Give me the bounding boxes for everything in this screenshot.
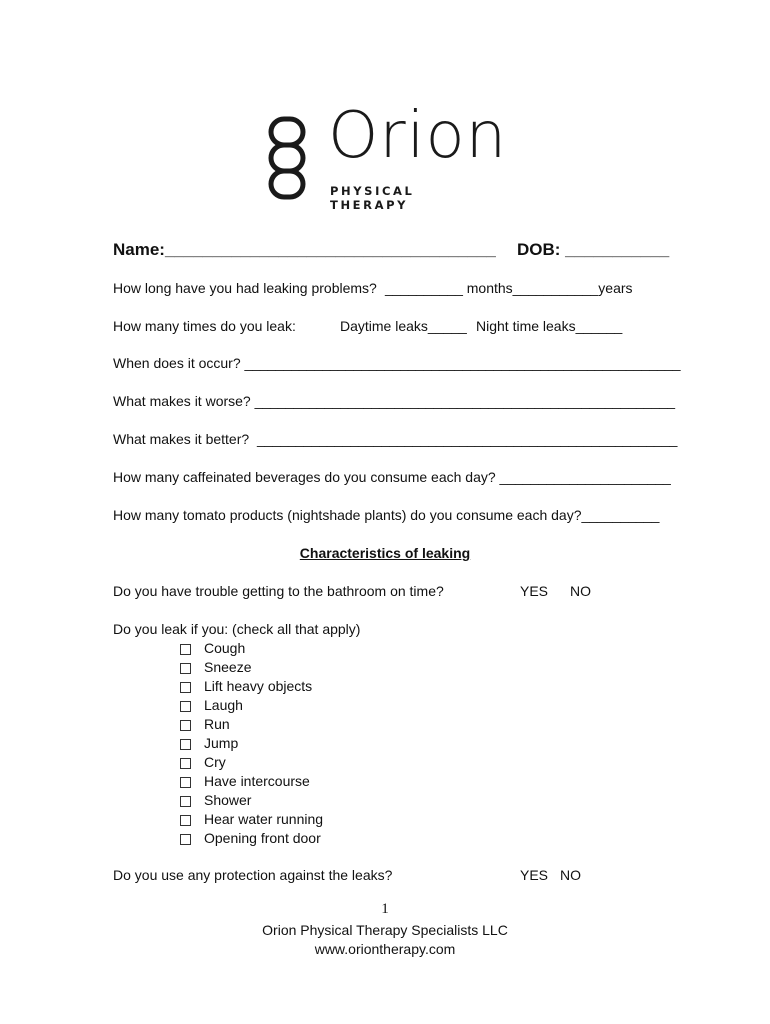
bathroom-question: Do you have trouble getting to the bathroom on time? — [113, 583, 444, 599]
leak-option-label: Sneeze — [204, 659, 252, 675]
makes-better-field[interactable]: What makes it better? ______________________________________________________ — [113, 431, 678, 447]
checkbox[interactable] — [180, 720, 191, 731]
checkbox[interactable] — [180, 663, 191, 674]
orion-logo — [268, 99, 508, 212]
when-occur-field[interactable]: When does it occur? ________________________________________________________ — [113, 355, 681, 371]
footer-website[interactable]: www.oriontherapy.com — [314, 941, 456, 957]
checkbox[interactable] — [180, 758, 191, 769]
leak-option-item[interactable] — [180, 697, 243, 713]
checkbox[interactable] — [180, 796, 191, 807]
protection-question: Do you use any protection against the leaks? — [113, 867, 393, 883]
leak-option-item[interactable] — [180, 830, 321, 846]
checkbox[interactable] — [180, 701, 191, 712]
leak-option-item[interactable] — [180, 792, 251, 808]
leak-option-label: Hear water running — [204, 811, 324, 827]
leak-option-label: Shower — [204, 792, 252, 808]
bathroom-yes-option[interactable]: YES — [520, 583, 549, 599]
leak-option-label: Have intercourse — [204, 773, 310, 789]
logo-wordmark: Orion — [328, 99, 508, 173]
daytime-leaks-field[interactable]: Daytime leaks_____ — [340, 318, 467, 334]
leak-option-item[interactable] — [180, 678, 312, 694]
name-field[interactable]: Name:___________________________________ — [113, 240, 496, 259]
caffeine-field[interactable]: How many caffeinated beverages do you consume each day? ______________________ — [113, 469, 671, 485]
leak-option-label: Lift heavy objects — [204, 678, 313, 694]
checkbox[interactable] — [180, 834, 191, 845]
night-leaks-field[interactable]: Night time leaks______ — [476, 318, 623, 334]
protection-no-option[interactable]: NO — [560, 867, 581, 883]
checkbox[interactable] — [180, 777, 191, 788]
tomato-field[interactable]: How many tomato products (nightshade plants) do you consume each day?__________ — [113, 507, 660, 523]
leak-option-label: Run — [204, 716, 230, 732]
footer-company: Orion Physical Therapy Specialists LLC — [262, 922, 508, 938]
makes-worse-field[interactable]: What makes it worse? ______________________________________________________ — [113, 393, 676, 409]
section-title: Characteristics of leaking — [299, 545, 471, 561]
protection-yes-option[interactable]: YES — [520, 867, 549, 883]
leak-option-item[interactable] — [180, 659, 251, 675]
leak-if-label: Do you leak if you: (check all that apply) — [113, 621, 361, 637]
page-number: 1 — [381, 901, 389, 917]
dob-field[interactable]: DOB: ___________ — [517, 240, 670, 259]
leak-option-item[interactable] — [180, 640, 245, 656]
bathroom-no-option[interactable]: NO — [570, 583, 591, 599]
leak-option-label: Laugh — [204, 697, 243, 713]
checkbox[interactable] — [180, 739, 191, 750]
orion-logo-mark-icon — [268, 116, 320, 200]
leak-option-item[interactable] — [180, 754, 226, 770]
checkbox[interactable] — [180, 815, 191, 826]
leak-option-label: Cough — [204, 640, 246, 656]
leak-option-label: Opening front door — [204, 830, 321, 846]
logo-tagline: PHYSICAL THERAPY — [330, 184, 415, 212]
leak-option-item[interactable] — [180, 811, 323, 827]
leak-option-label: Cry — [204, 754, 226, 770]
leak-option-label: Jump — [204, 735, 239, 751]
checkbox[interactable] — [180, 682, 191, 693]
leak-duration-label: How long have you had leaking problems? — [113, 280, 377, 296]
leak-option-item[interactable] — [180, 716, 230, 732]
leak-frequency-label: How many times do you leak: — [113, 318, 296, 334]
leak-option-item[interactable] — [180, 773, 310, 789]
leak-duration-field[interactable]: __________ months___________years — [385, 280, 633, 296]
leak-option-item[interactable] — [180, 735, 238, 751]
checkbox[interactable] — [180, 644, 191, 655]
